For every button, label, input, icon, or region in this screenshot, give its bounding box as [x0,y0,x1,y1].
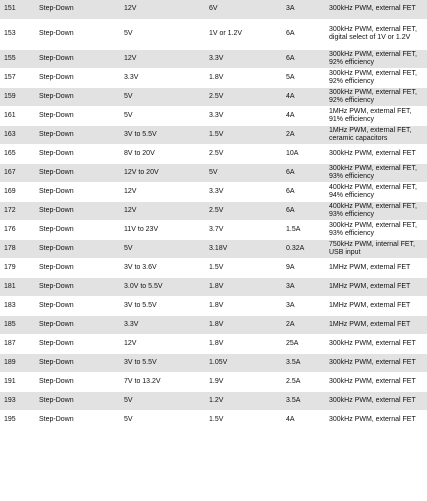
cell-id: 191 [0,372,35,391]
cell-iout: 6A [282,201,325,220]
table-row [0,87,427,106]
cell-iout: 10A [282,144,325,163]
cell-iout: 2.5A [282,372,325,391]
cell-vin: 5V [120,391,205,410]
table-row [0,372,427,391]
cell-type: Step-Down [35,391,120,410]
cell-vin: 12V [120,182,205,201]
table-row [0,220,427,239]
cell-notes: 300kHz PWM, external FET, 92% efficiency [325,49,427,68]
cell-vin: 5V [120,239,205,258]
cell-iout: 3.5A [282,353,325,372]
cell-iout: 6A [282,163,325,182]
cell-notes: 750kHz PWM, internal FET, USB input [325,239,427,258]
cell-notes: 300kHz PWM, external FET [325,372,427,391]
cell-type: Step-Down [35,182,120,201]
cell-vin: 12V [120,334,205,353]
cell-vin: 3V to 3.6V [120,258,205,277]
cell-vin: 3.0V to 5.5V [120,277,205,296]
cell-iout: 3A [282,277,325,296]
cell-type: Step-Down [35,220,120,239]
cell-type: Step-Down [35,87,120,106]
cell-vout: 1V or 1.2V [205,19,282,49]
cell-iout: 4A [282,410,325,430]
cell-type: Step-Down [35,258,120,277]
cell-notes: 300kHz PWM, external FET [325,410,427,430]
cell-vout: 1.2V [205,391,282,410]
cell-id: 157 [0,68,35,87]
cell-vout: 2.5V [205,201,282,220]
cell-vout: 2.5V [205,144,282,163]
cell-type: Step-Down [35,144,120,163]
cell-notes: 1MHz PWM, external FET [325,315,427,334]
cell-vin: 12V [120,0,205,19]
cell-vout: 1.9V [205,372,282,391]
cell-vin: 3V to 5.5V [120,353,205,372]
table-row [0,258,427,277]
cell-vout: 1.05V [205,353,282,372]
cell-id: 179 [0,258,35,277]
cell-vout: 1.5V [205,410,282,430]
cell-id: 172 [0,201,35,220]
cell-vin: 3.3V [120,315,205,334]
cell-vin: 12V [120,49,205,68]
cell-vin: 5V [120,410,205,430]
cell-iout: 1.5A [282,220,325,239]
table-row [0,239,427,258]
cell-type: Step-Down [35,239,120,258]
cell-id: 176 [0,220,35,239]
cell-type: Step-Down [35,201,120,220]
cell-vin: 11V to 23V [120,220,205,239]
cell-id: 167 [0,163,35,182]
cell-id: 165 [0,144,35,163]
cell-iout: 4A [282,106,325,125]
cell-iout: 9A [282,258,325,277]
cell-iout: 3A [282,0,325,19]
cell-notes: 300kHz PWM, external FET, 93% efficiency [325,163,427,182]
cell-notes: 1MHz PWM, external FET [325,258,427,277]
cell-vout: 3.18V [205,239,282,258]
cell-vin: 7V to 13.2V [120,372,205,391]
cell-iout: 2A [282,315,325,334]
cell-vin: 3V to 5.5V [120,125,205,144]
cell-vout: 5V [205,163,282,182]
cell-type: Step-Down [35,49,120,68]
cell-notes: 1MHz PWM, external FET, 91% efficiency [325,106,427,125]
table-row [0,125,427,144]
cell-iout: 6A [282,182,325,201]
cell-notes: 300kHz PWM, external FET, 93% efficiency [325,220,427,239]
table-row [0,410,427,430]
cell-id: 159 [0,87,35,106]
cell-notes: 300kHz PWM, external FET [325,391,427,410]
cell-id: 185 [0,315,35,334]
cell-vout: 3.3V [205,49,282,68]
cell-vin: 12V [120,201,205,220]
cell-vin: 8V to 20V [120,144,205,163]
cell-vout: 3.3V [205,106,282,125]
cell-iout: 2A [282,125,325,144]
cell-type: Step-Down [35,410,120,430]
cell-id: 153 [0,19,35,49]
cell-vout: 1.8V [205,315,282,334]
cell-iout: 0.32A [282,239,325,258]
cell-type: Step-Down [35,125,120,144]
table-row [0,391,427,410]
cell-type: Step-Down [35,0,120,19]
cell-id: 195 [0,410,35,430]
cell-vout: 3.7V [205,220,282,239]
cell-iout: 25A [282,334,325,353]
cell-vin: 5V [120,87,205,106]
table-row [0,163,427,182]
cell-iout: 3.5A [282,391,325,410]
cell-type: Step-Down [35,334,120,353]
cell-id: 183 [0,296,35,315]
cell-type: Step-Down [35,315,120,334]
cell-id: 155 [0,49,35,68]
cell-id: 151 [0,0,35,19]
cell-iout: 4A [282,87,325,106]
cell-id: 178 [0,239,35,258]
cell-vin: 3.3V [120,68,205,87]
table-row [0,144,427,163]
cell-iout: 6A [282,49,325,68]
table-row [0,201,427,220]
cell-vout: 3.3V [205,182,282,201]
cell-vout: 1.8V [205,68,282,87]
cell-notes: 400kHz PWM, external FET, 94% efficiency [325,182,427,201]
cell-notes: 300kHz PWM, external FET [325,0,427,19]
cell-id: 169 [0,182,35,201]
cell-vout: 1.8V [205,296,282,315]
cell-id: 161 [0,106,35,125]
cell-notes: 300kHz PWM, external FET [325,353,427,372]
table-row [0,296,427,315]
cell-type: Step-Down [35,372,120,391]
cell-vout: 6V [205,0,282,19]
cell-id: 187 [0,334,35,353]
cell-type: Step-Down [35,277,120,296]
cell-notes: 400kHz PWM, external FET, 93% efficiency [325,201,427,220]
table-row [0,19,427,49]
cell-type: Step-Down [35,296,120,315]
cell-notes: 300kHz PWM, external FET, 92% efficiency [325,68,427,87]
cell-iout: 5A [282,68,325,87]
table-row [0,353,427,372]
cell-notes: 1MHz PWM, external FET [325,296,427,315]
cell-notes: 1MHz PWM, external FET [325,277,427,296]
cell-id: 181 [0,277,35,296]
cell-type: Step-Down [35,106,120,125]
table-row [0,68,427,87]
table-row [0,0,427,19]
cell-vout: 1.8V [205,277,282,296]
cell-vout: 2.5V [205,87,282,106]
cell-notes: 300kHz PWM, external FET, 92% efficiency [325,87,427,106]
table-row [0,106,427,125]
cell-type: Step-Down [35,163,120,182]
cell-notes: 300kHz PWM, external FET [325,144,427,163]
cell-id: 163 [0,125,35,144]
cell-type: Step-Down [35,353,120,372]
cell-vout: 1.5V [205,258,282,277]
cell-id: 189 [0,353,35,372]
cell-notes: 1MHz PWM, external FET, ceramic capacitors [325,125,427,144]
cell-iout: 6A [282,19,325,49]
cell-vout: 1.8V [205,334,282,353]
table-row [0,49,427,68]
cell-vin: 3V to 5.5V [120,296,205,315]
table-row [0,315,427,334]
cell-notes: 300kHz PWM, external FET, digital select of 1V or 1.2V [325,19,427,49]
cell-iout: 3A [282,296,325,315]
cell-vin: 12V to 20V [120,163,205,182]
table-row [0,334,427,353]
cell-type: Step-Down [35,19,120,49]
cell-notes: 300kHz PWM, external FET [325,334,427,353]
cell-vout: 1.5V [205,125,282,144]
table-row [0,277,427,296]
cell-vin: 5V [120,19,205,49]
cell-type: Step-Down [35,68,120,87]
cell-vin: 5V [120,106,205,125]
cell-id: 193 [0,391,35,410]
table-row [0,182,427,201]
